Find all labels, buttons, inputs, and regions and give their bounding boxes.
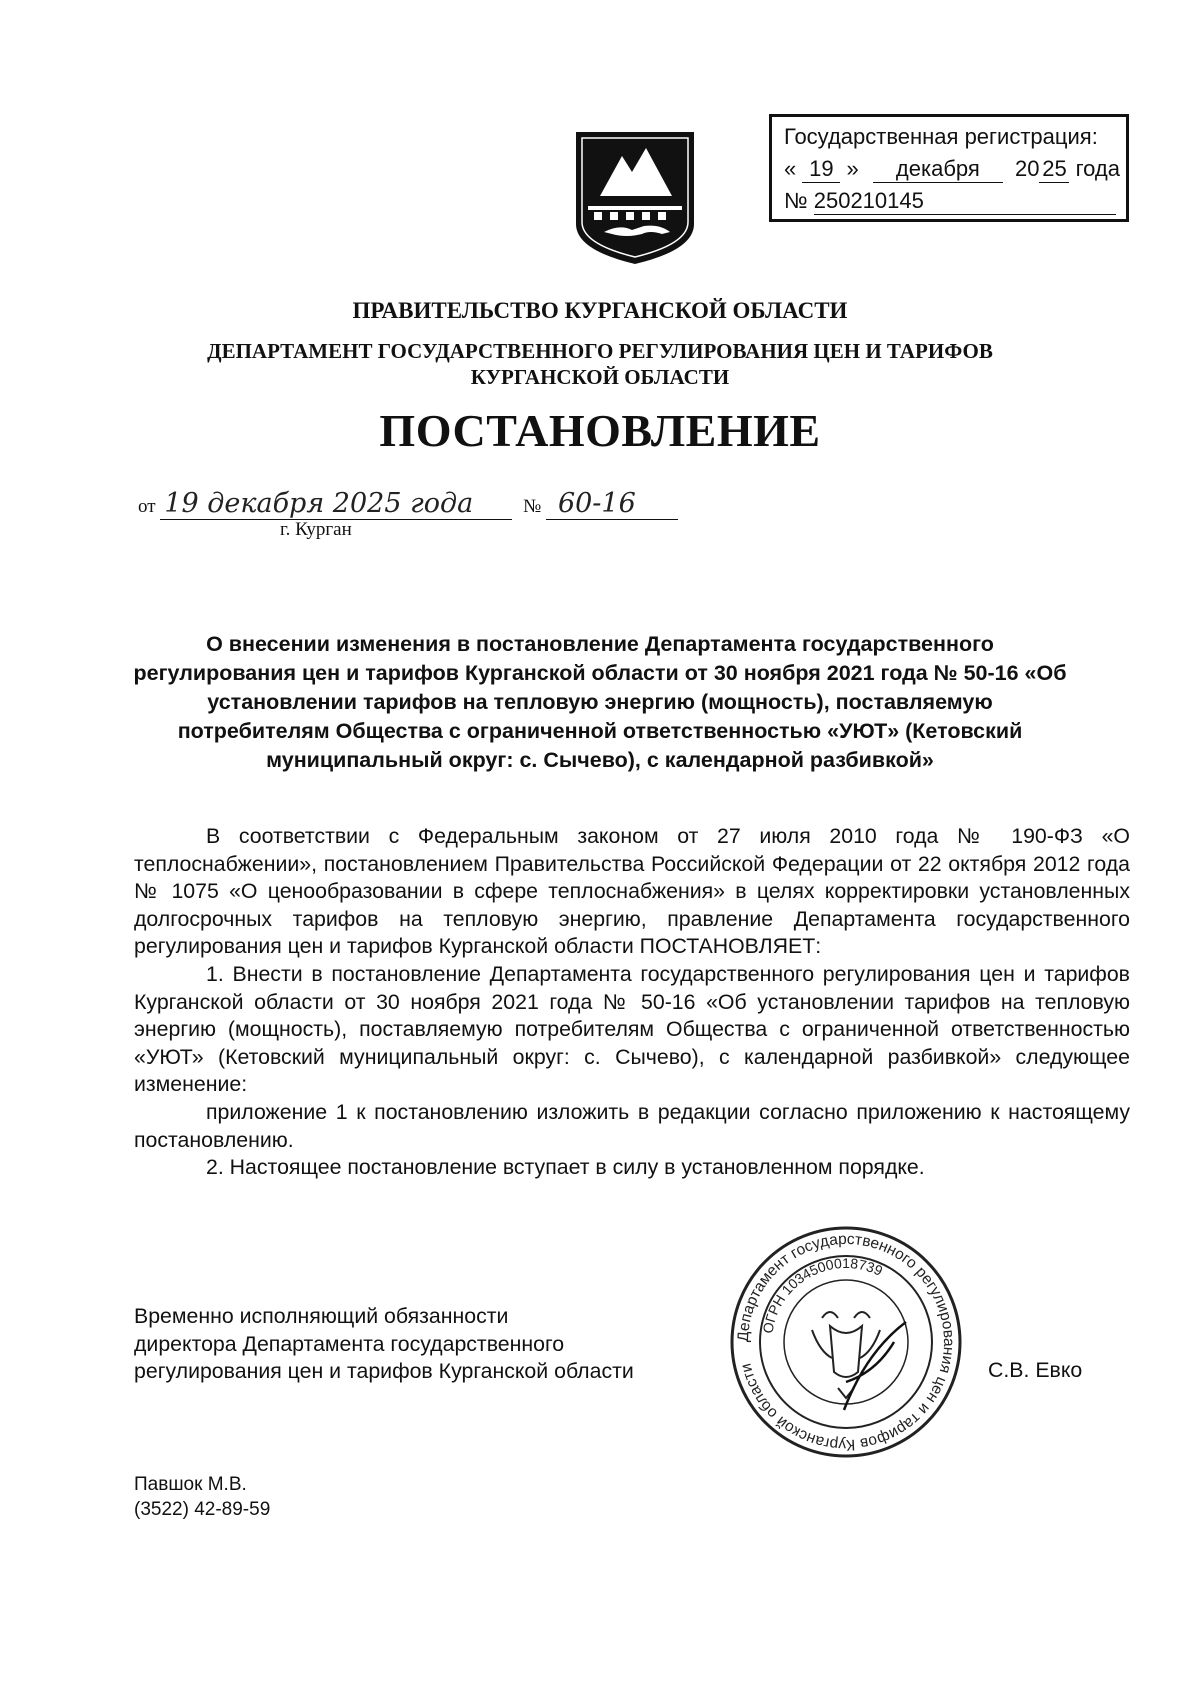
body-paragraph-3: приложение 1 к постановлению изложить в редакции согласно приложению к настоящему постановлению. bbox=[134, 1099, 1130, 1152]
document-subject: О внесении изменения в постановление Департамента государственного регулирования цен и тарифов Курганской области от 30 ноября 2021 года № 50-16 «Об установлении тарифов на тепловую энергию (мощность), поставляемую потребителям Общества с ограниченной ответственностью «УЮТ» (Кетовский муниципальный округ: с. Сычево), с календарной разбивкой» bbox=[133, 632, 1067, 772]
signatory-line-2: директора Департамента государственного bbox=[134, 1331, 565, 1356]
registration-heading: Государственная регистрация: bbox=[784, 124, 1098, 149]
registration-number-line bbox=[784, 185, 1116, 217]
registration-box bbox=[769, 114, 1129, 222]
registration-quote-open: « bbox=[784, 156, 797, 181]
seal-inner-text: ОГРН 1034500018739 bbox=[759, 1254, 886, 1335]
department-name bbox=[0, 338, 1200, 390]
seal-outer-text: Департамент государственного регулирования цен и тарифов Курганской области bbox=[734, 1230, 958, 1454]
registration-quote-close: » bbox=[846, 156, 859, 181]
government-name: ПРАВИТЕЛЬСТВО КУРГАНСКОЙ ОБЛАСТИ bbox=[352, 298, 848, 323]
date-prefix: от bbox=[138, 496, 156, 517]
body-paragraph-2: 1. Внести в постановление Департамента государственного регулирования цен и тарифов Курганской области от 30 ноября 2021 года № 50-16 «Об установлении тарифов на тепловую энергию (мощность), поставляемую потребителям Общества с ограниченной ответственностью «УЮТ» (Кетовский муниципальный округ: с. Сычево), с календарной разбивкой» следующее изменение: bbox=[134, 961, 1130, 1097]
signatory-line-3: регулирования цен и тарифов Курганской области bbox=[134, 1359, 634, 1384]
department-line-1: ДЕПАРТАМЕНТ ГОСУДАРСТВЕННОГО РЕГУЛИРОВАНИЯ ЦЕН И ТАРИФОВ bbox=[207, 339, 993, 363]
document-date-row bbox=[138, 488, 678, 520]
body-paragraph-1: В соответствии с Федеральным законом от 27 июля 2010 года № 190-ФЗ «О теплоснабжении», постановлением Правительства Российской Федерации от 22 октября 2012 года № 1075 «О ценообразовании в сфере теплоснабжения» в целях корректировки установленных долгосрочных тарифов на тепловую энергию, правление Департамента государственного регулирования цен и тарифов Курганской области ПОСТАНОВЛЯЕТ: bbox=[134, 824, 1130, 959]
coat-of-arms-emblem bbox=[570, 128, 700, 268]
document-body bbox=[134, 823, 1130, 1182]
official-seal-stamp bbox=[726, 1222, 966, 1462]
registration-year-suffix: 25 bbox=[1039, 156, 1069, 183]
double-headed-eagle-icon bbox=[812, 1312, 880, 1398]
signatory-line-1: Временно исполняющий обязанности bbox=[134, 1304, 509, 1328]
registration-year-word: года bbox=[1075, 156, 1120, 181]
registration-date-line bbox=[784, 153, 1120, 185]
registration-year-prefix: 20 bbox=[1015, 156, 1040, 181]
body-paragraph-4: 2. Настоящее постановление вступает в силу в установленном порядке. bbox=[206, 1155, 925, 1180]
registration-number-label: № bbox=[784, 188, 808, 213]
handwritten-number: 60-16 bbox=[546, 488, 678, 520]
number-prefix: № bbox=[523, 496, 542, 517]
executor-name: Павшок М.В. bbox=[134, 1474, 247, 1495]
department-line-2: КУРГАНСКОЙ ОБЛАСТИ bbox=[470, 365, 730, 389]
handwritten-date: 19 декабря 2025 года bbox=[160, 488, 512, 520]
registration-number: 250210145 bbox=[814, 188, 1116, 215]
city-name: г. Курган bbox=[280, 519, 352, 540]
document-type-title: ПОСТАНОВЛЕНИЕ bbox=[379, 405, 821, 456]
executor-info bbox=[134, 1472, 270, 1522]
executor-phone: (3522) 42-89-59 bbox=[134, 1499, 271, 1520]
signatory-name: С.В. Евко bbox=[988, 1358, 1083, 1382]
registration-month: декабря bbox=[873, 156, 1003, 183]
registration-day: 19 bbox=[802, 156, 840, 183]
signatory-position bbox=[134, 1303, 634, 1386]
